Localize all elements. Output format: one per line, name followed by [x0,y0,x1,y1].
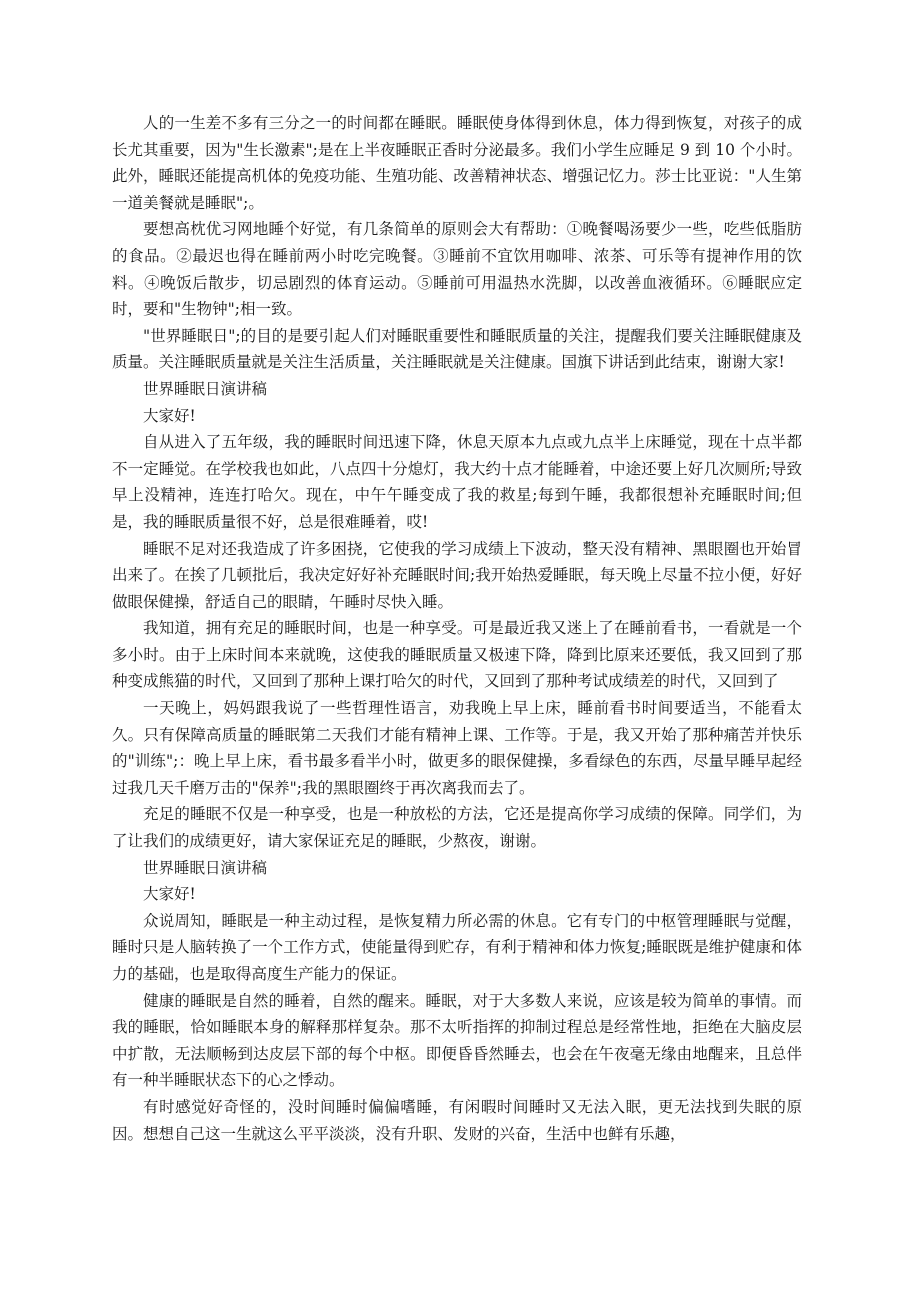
paragraph-1: 人的一生差不多有三分之一的时间都在睡眠。睡眠使身体得到休息，体力得到恢复，对孩子的成长尤其重要，因为"生长激素";是在上半夜睡眠正香时分泌最多。我们小学生应睡足 9 到 10 个小时。此外，睡眠还能提高机体的免疫功能、生殖功能、改善精神状态、增强记忆力。莎士比亚说："人生第一道美餐就是睡眠";。 [112,114,802,212]
paragraph-7: 睡眠不足对还我造成了许多困挠，它使我的学习成绩上下波动，整天没有精神、黑眼圈也开始冒出来了。在挨了几顿批后，我决定好好补充睡眠时间;我开始热爱睡眠，每天晚上尽量不拉小便，好好做眼保健操，舒适自己的眼睛，午睡时尽快入睡。 [112,539,802,611]
paragraph-13: 众说周知，睡眠是一种主动过程，是恢复精力所必需的休息。它有专门的中枢管理睡眠与觉醒，睡时只是人脑转换了一个工作方式，使能量得到贮存，有利于精神和体力恢复;睡眠既是维护健康和体力的基础，也是取得高度生产能力的保证。 [112,911,802,983]
paragraph-14: 健康的睡眠是自然的睡着，自然的醒来。睡眠，对于大多数人来说，应该是较为简单的事情。而我的睡眠，恰如睡眠本身的解释那样复杂。那不太听指挥的抑制过程总是经常性地，拒绝在大脑皮层中扩散，无法顺畅到达皮层下部的每个中枢。即便昏昏然睡去，也会在午夜毫无缘由地醒来，且总伴有一种半睡眠状态下的心之悸动。 [112,991,802,1090]
paragraph-3: "世界睡眠日";的目的是要引起人们对睡眠重要性和睡眠质量的关注，提醒我们要关注睡眠健康及质量。关注睡眠质量就是关注生活质量，关注睡眠就是关注健康。国旗下讲话到此结束，谢谢大家! [112,326,802,372]
paragraph-6: 自从进入了五年级，我的睡眠时间迅速下降，休息天原本九点或九点半上床睡觉，现在十点半都不一定睡觉。在学校我也如此，八点四十分熄灯，我大约十点才能睡着，中途还要上好几次厕所;导致早上没精神，连连打哈欠。现在，中午午睡变成了我的救星;每到午睡，我都很想补充睡眠时间;但是，我的睡眠质量很不好，总是很难睡着，哎! [112,433,802,531]
paragraph-9: 一天晚上，妈妈跟我说了一些哲理性语言，劝我晚上早上床，睡前看书时间要适当，不能看太久。只有保障高质量的睡眠第二天我们才能有精神上课、工作等。于是，我又开始了那种痛苦并快乐的"训练";：晚上早上床，看书最多看半小时，做更多的眼保健操，多看绿色的东西，尽量早睡早起经过我几天千磨万击的"保养";我的黑眼圈终于再次离我而去了。 [112,699,802,797]
section-title: 世界睡眠日演讲稿 [143,379,268,398]
document-body [112,110,802,1147]
section-title: 世界睡眠日演讲稿 [143,858,268,877]
paragraph-8: 我知道，拥有充足的睡眠时间，也是一种享受。可是最近我又迷上了在睡前看书，一看就是一个多小时。由于上床时间本来就晚，这使我的睡眠质量又极速下降，降到比原来还要低，我又回到了那种变成熊猫的时代，又回到了那种上课打哈欠的时代，又回到了那种考试成绩差的时代，又回到了 [112,619,802,691]
paragraph-2: 要想高枕优习网地睡个好觉，有几条简单的原则会大有帮助：①晚餐喝汤要少一些，吃些低脂肪的食品。②最迟也得在睡前两小时吃完晚餐。③睡前不宜饮用咖啡、浓茶、可乐等有提神作用的饮料。④晚饭后散步，切忌剧烈的体育运动。⑤睡前可用温热水洗脚，以改善血液循环。⑥睡眠应定时，要和"生物钟";相一致。 [112,220,802,319]
paragraph-10: 充足的睡眠不仅是一种享受，也是一种放松的方法，它还是提高你学习成绩的保障。同学们，为了让我们的成绩更好，请大家保证充足的睡眠，少熬夜，谢谢。 [112,805,802,851]
greeting: 大家好! [143,885,196,904]
greeting: 大家好! [143,406,196,425]
paragraph-15: 有时感觉好奇怪的，没时间睡时偏偏嗜睡，有闲暇时间睡时又无法入眠，更无法找到失眠的原因。想想自己这一生就这么平平淡淡，没有升职、发财的兴奋，生活中也鲜有乐趣， [112,1097,802,1143]
